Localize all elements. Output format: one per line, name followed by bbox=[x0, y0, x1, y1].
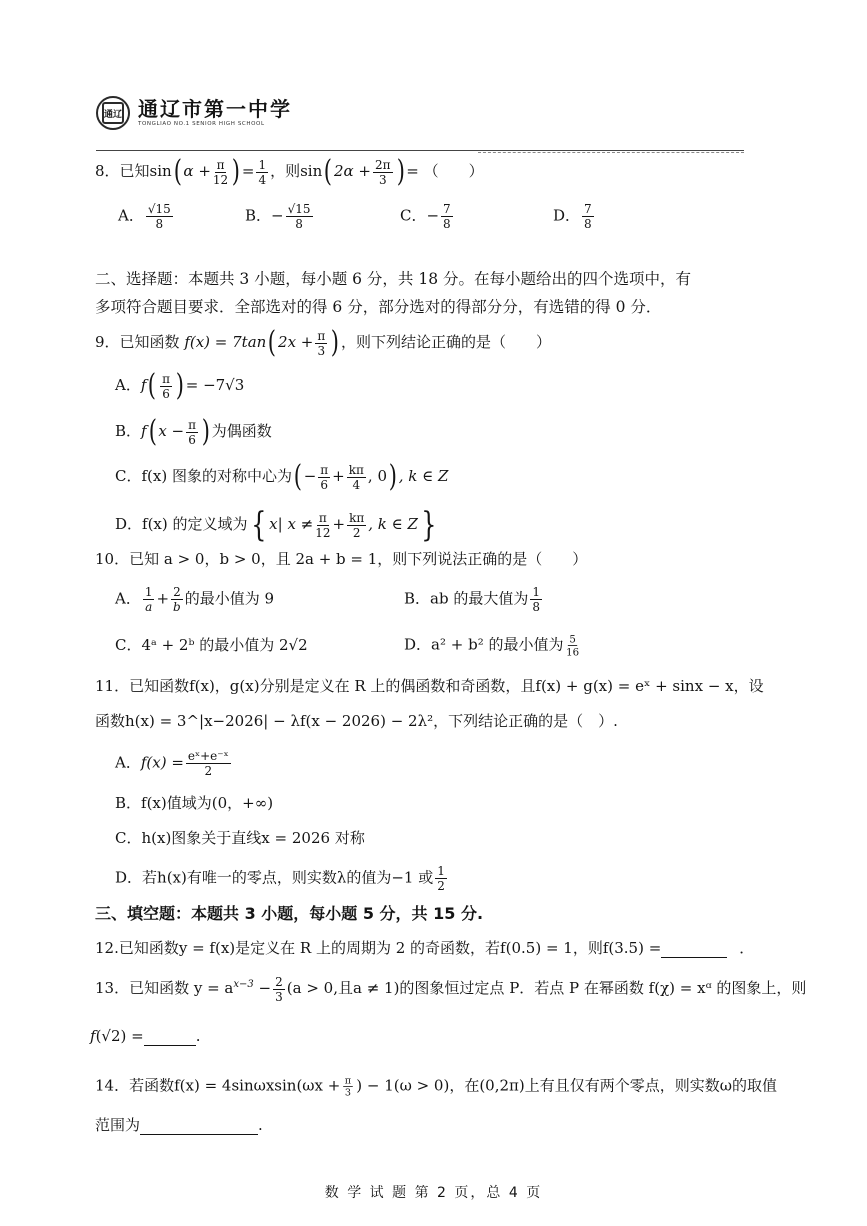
fraction bbox=[315, 512, 330, 539]
q9-option-c bbox=[115, 459, 449, 494]
numerator: eˣ+e⁻ˣ bbox=[187, 749, 229, 763]
option-label: D． bbox=[553, 206, 581, 225]
numerator: π bbox=[188, 417, 196, 432]
plus: + bbox=[156, 589, 170, 608]
denominator: 6 bbox=[320, 477, 329, 492]
question-11-line-1: 11．已知函数f(x)，g(x)分别是定义在 R 上的偶函数和奇函数，且f(x) + g(x) = eˣ + sinx − x，设 bbox=[95, 677, 764, 695]
denominator: 8 bbox=[443, 217, 451, 231]
numerator: 2π bbox=[375, 157, 391, 172]
numerator: π bbox=[162, 371, 171, 386]
answer-blank[interactable] bbox=[661, 957, 727, 958]
q14-end: . bbox=[258, 1116, 263, 1134]
q14-text-a: 14．若函数f(x) = 4sinωxsin(ωx + bbox=[95, 1076, 341, 1095]
school-name: 通辽市第一中学 bbox=[138, 97, 292, 121]
numerator: 7 bbox=[584, 202, 592, 216]
denominator: 12 bbox=[212, 172, 229, 187]
numerator: 1 bbox=[437, 864, 445, 878]
option-text: 若h(x)有唯一的零点，则实数λ的值为−1 或 bbox=[142, 868, 434, 887]
fraction bbox=[344, 1076, 354, 1098]
q8-stem-c: ，则sin bbox=[270, 162, 323, 180]
fraction bbox=[441, 203, 453, 230]
option-label: A． bbox=[115, 753, 141, 772]
answer-blank[interactable] bbox=[140, 1134, 258, 1135]
numerator: π bbox=[345, 1074, 352, 1087]
paren: ( bbox=[293, 459, 302, 494]
fraction bbox=[347, 512, 366, 539]
option-text: 为偶函数 bbox=[211, 422, 272, 440]
option-label: D． bbox=[404, 635, 432, 654]
q9-inner: 2x + bbox=[278, 333, 314, 351]
numerator: 2 bbox=[173, 585, 181, 599]
q9-option-a bbox=[115, 368, 245, 403]
numerator: 2 bbox=[275, 974, 283, 989]
denominator: 8 bbox=[155, 217, 164, 231]
option-text: f(x) = bbox=[140, 753, 184, 772]
option-text: f(x) 的定义域为 bbox=[142, 515, 248, 533]
q14-text-b: ) − 1(ω > 0)，在(0,2π)上有且仅有两个零点，则实数ω的取值 bbox=[356, 1076, 777, 1095]
denominator: 2 bbox=[437, 879, 445, 893]
q10-option-b bbox=[404, 586, 544, 613]
brace: { bbox=[250, 505, 266, 545]
option-label: D． bbox=[115, 515, 143, 533]
paren: ) bbox=[201, 414, 210, 449]
denominator: b bbox=[173, 600, 181, 614]
fraction bbox=[256, 159, 268, 186]
question-14-answer bbox=[95, 1115, 263, 1135]
func-f: f bbox=[140, 376, 147, 394]
numerator: π bbox=[320, 462, 329, 477]
option-label: A． bbox=[115, 376, 141, 394]
fraction bbox=[567, 634, 580, 657]
fraction bbox=[530, 586, 542, 613]
q8-stem-d: = （ ） bbox=[406, 162, 484, 180]
section-2-line-1: 二、选择题：本题共 3 小题，每小题 6 分，共 18 分。在每小题给出的四个选项中，有 bbox=[95, 270, 692, 288]
fraction bbox=[435, 865, 447, 892]
paren: ( bbox=[173, 154, 182, 189]
question-11-line-2: 函数h(x) = 3^|x−2026| − λf(x − 2026) − 2λ²，下列结论正确的是（ ）. bbox=[95, 712, 618, 730]
denominator: 3 bbox=[275, 989, 283, 1004]
fraction bbox=[582, 203, 594, 230]
numerator: kπ bbox=[349, 510, 365, 525]
school-english-name: TONGLIAO NO.1 SENIOR HIGH SCHOOL bbox=[138, 121, 265, 127]
question-10-stem: 10．已知 a > 0，b > 0，且 2a + b = 1，则下列说法正确的是（ ） bbox=[95, 550, 588, 568]
denominator: 6 bbox=[162, 386, 170, 401]
option-label: B． bbox=[115, 794, 142, 812]
option-label: C．− bbox=[400, 206, 440, 225]
option-label: A． bbox=[118, 206, 144, 225]
paren: ( bbox=[268, 325, 277, 360]
option-text: ab 的最大值为 bbox=[430, 589, 529, 608]
q8-option-d bbox=[553, 203, 596, 230]
denominator: 2 bbox=[352, 525, 361, 540]
option-label: B． bbox=[115, 422, 142, 440]
q8-twoalpha: 2α + bbox=[333, 162, 371, 180]
option-label: B．− bbox=[245, 206, 284, 225]
question-13 bbox=[95, 975, 806, 1003]
paren: ) bbox=[331, 325, 340, 360]
paren: ) bbox=[231, 154, 241, 189]
q8-option-b bbox=[245, 203, 315, 230]
fraction bbox=[273, 976, 285, 1003]
paren: ) bbox=[396, 154, 405, 189]
section-3-title: 三、填空题：本题共 3 小题，每小题 5 分，共 15 分. bbox=[95, 904, 484, 923]
section-2-line-2: 多项符合题目要求．全部选对的得 6 分，部分选对的得部分分，有选错的得 0 分． bbox=[95, 298, 662, 316]
option-k: , k ∈ Z bbox=[398, 467, 449, 485]
q8-stem-a: 8．已知sin bbox=[95, 162, 172, 180]
option-label: C． bbox=[115, 636, 142, 654]
fraction bbox=[213, 159, 228, 186]
denominator: 3 bbox=[345, 1086, 352, 1099]
denominator: a bbox=[145, 600, 153, 614]
q11-option-d bbox=[115, 865, 449, 892]
denominator: 4 bbox=[258, 172, 267, 187]
q9-option-b bbox=[115, 414, 272, 449]
fraction bbox=[315, 330, 327, 357]
option-text: 4ᵃ + 2ᵇ 的最小值为 2√2 bbox=[141, 636, 308, 654]
option-label: B． bbox=[404, 589, 431, 608]
fraction bbox=[143, 586, 155, 613]
q10-option-a bbox=[115, 586, 274, 613]
q11-option-b bbox=[115, 793, 273, 813]
numerator: π bbox=[317, 328, 326, 343]
plus: + bbox=[332, 515, 346, 533]
q8-option-a bbox=[118, 203, 175, 230]
denominator: 3 bbox=[378, 172, 387, 187]
q13-ans-text: (√2) = bbox=[95, 1027, 144, 1045]
numerator: 5 bbox=[569, 633, 577, 646]
school-title-block bbox=[138, 98, 292, 128]
fraction bbox=[373, 159, 393, 186]
denominator: 6 bbox=[188, 432, 196, 447]
question-8-stem bbox=[95, 154, 484, 189]
q9-fx: f(x) = 7tan bbox=[184, 333, 267, 351]
q14-line-2: 范围为 bbox=[95, 1116, 141, 1134]
q13-text-b: (a > 0,且a ≠ 1)的图象恒过定点 P．若点 P 在幂函数 f(χ) = xᵅ 的图象上，则 bbox=[286, 979, 807, 997]
option-inner: x| x ≠ bbox=[269, 515, 314, 533]
q8-alpha: α + bbox=[183, 162, 211, 180]
fraction bbox=[160, 373, 172, 400]
denominator: 3 bbox=[317, 343, 326, 358]
q11-option-c bbox=[115, 828, 365, 848]
fraction bbox=[286, 203, 313, 230]
school-header bbox=[96, 93, 292, 133]
q13-end: . bbox=[195, 1027, 201, 1045]
plus: + bbox=[332, 467, 345, 485]
option-label: D． bbox=[115, 868, 143, 887]
header-divider bbox=[96, 150, 744, 151]
q13-text-a: 13．已知函数 y = a bbox=[95, 979, 234, 997]
answer-blank[interactable] bbox=[144, 1045, 196, 1046]
fraction bbox=[186, 419, 198, 446]
paren: ( bbox=[324, 154, 333, 189]
denominator: 12 bbox=[315, 525, 331, 540]
numerator: kπ bbox=[348, 462, 364, 477]
numerator: 1 bbox=[258, 157, 267, 172]
option-inner: x − bbox=[158, 422, 185, 440]
numerator: 1 bbox=[532, 585, 540, 599]
q9-stem-b: ，则下列结论正确的是（ ） bbox=[340, 333, 551, 351]
q8-option-c bbox=[400, 203, 455, 230]
option-text: h(x)图象关于直线x = 2026 对称 bbox=[141, 829, 365, 847]
numerator: 7 bbox=[443, 202, 451, 216]
numerator: √15 bbox=[147, 202, 171, 216]
q8-eq: = bbox=[241, 162, 255, 180]
q11-option-a bbox=[115, 750, 233, 777]
paren: ) bbox=[175, 368, 184, 403]
option-tail: , k ∈ Z bbox=[368, 515, 418, 533]
option-label: C． bbox=[115, 467, 142, 485]
option-text: f(x) 图象的对称中心为 bbox=[141, 467, 292, 485]
option-tail: , 0 bbox=[367, 467, 387, 485]
denominator: 8 bbox=[295, 217, 303, 231]
option-label: C． bbox=[115, 829, 142, 847]
paren: ) bbox=[388, 459, 397, 494]
option-text: a² + b² 的最小值为 bbox=[431, 635, 564, 654]
option-text: f(x)值域为(0，+∞) bbox=[141, 794, 274, 812]
paren: ( bbox=[148, 414, 157, 449]
numerator: 1 bbox=[144, 585, 153, 599]
q9-option-d bbox=[115, 505, 440, 545]
school-logo-text: 通辽 bbox=[102, 102, 124, 124]
question-12 bbox=[95, 938, 754, 958]
page-footer: 数 学 试 题 第 2 页，总 4 页 bbox=[324, 1185, 543, 1201]
brace: } bbox=[421, 505, 437, 545]
q13-exponent: x−3 bbox=[233, 979, 254, 990]
option-label: A． bbox=[115, 589, 141, 608]
header-divider-dashed bbox=[478, 152, 744, 153]
option-text: = −7√3 bbox=[185, 376, 245, 394]
q9-stem-a: 9．已知函数 bbox=[95, 333, 185, 351]
q10-option-d bbox=[404, 632, 583, 659]
q12-text: 12.已知函数y = f(x)是定义在 R 上的周期为 2 的奇函数，若f(0.5) = 1，则f(3.5) = bbox=[95, 939, 662, 957]
numerator: √15 bbox=[287, 202, 311, 216]
denominator: 8 bbox=[584, 217, 592, 231]
option-text: 的最小值为 9 bbox=[184, 589, 275, 608]
func-f: f bbox=[90, 1027, 96, 1045]
paren: ( bbox=[148, 368, 157, 403]
q10-option-c bbox=[115, 635, 308, 655]
denominator: 4 bbox=[352, 477, 361, 492]
fraction bbox=[186, 750, 231, 777]
fraction bbox=[347, 464, 366, 491]
fraction bbox=[171, 586, 183, 613]
q13-minus: − bbox=[253, 979, 272, 997]
denominator: 2 bbox=[204, 764, 213, 778]
numerator: π bbox=[216, 157, 225, 172]
func-f: f bbox=[141, 422, 147, 440]
fraction bbox=[146, 203, 173, 230]
denominator: 16 bbox=[566, 645, 580, 658]
question-9-stem bbox=[95, 325, 551, 360]
q12-end: ． bbox=[739, 939, 755, 957]
option-inner: − bbox=[303, 467, 317, 485]
question-13-answer bbox=[90, 1026, 201, 1046]
fraction bbox=[318, 464, 330, 491]
question-14 bbox=[95, 1073, 777, 1100]
numerator: π bbox=[318, 510, 327, 525]
denominator: 8 bbox=[532, 600, 540, 614]
school-logo-icon bbox=[96, 96, 130, 130]
